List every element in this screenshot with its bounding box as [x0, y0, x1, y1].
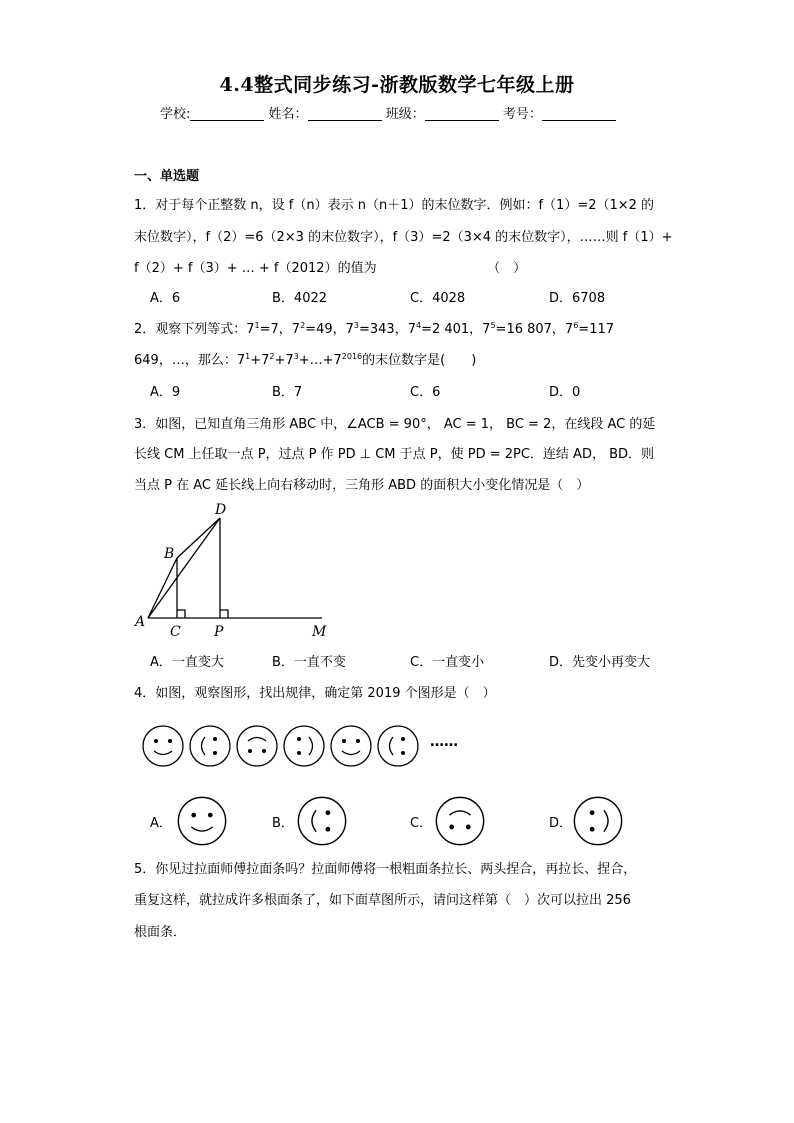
option-b-left-mouth-face-icon[interactable] — [296, 795, 348, 847]
triangle-figure — [130, 498, 340, 642]
left-mouth-face-icon — [188, 724, 232, 768]
school-label: 学校: — [160, 107, 191, 122]
label-c: C — [170, 624, 181, 640]
q1-option-c[interactable]: C．4028 — [410, 291, 466, 306]
class-blank[interactable] — [425, 106, 499, 121]
q1-line-1: 1．对于每个正整数 n，设 f（n）表示 n（n＋1）的末位数字．例如：f（1）=2（1×2 的 — [134, 198, 655, 213]
option-d-right-mouth-face-icon[interactable] — [572, 795, 624, 847]
q2-line-1: 2．观察下列等式：$7^1=7$，$7^2=49$，$7^3=343$，$7^4=2$ 401，$7^5=16$ 807，$7^6=117$ — [134, 321, 615, 337]
class-label: 班级： — [385, 107, 425, 122]
exam-no-label: 考号： — [502, 107, 542, 122]
label-d: D — [215, 502, 227, 518]
q5-line-1: 5．你见过拉面师傅拉面条吗？拉面师傅将一根粗面条拉长、两头捏合，再拉长、捏合， — [134, 862, 637, 877]
label-m: M — [312, 624, 327, 640]
q3-option-d[interactable]: D．先变小再变大 — [549, 655, 651, 670]
option-c-top-mouth-face-icon[interactable] — [434, 795, 486, 847]
q3-option-c[interactable]: C．一直变小 — [410, 655, 485, 670]
q2-line-2: 649，…，那么：$7^1+7^2+7^3+\dots+7^{2016}$的末位数字是( ) — [134, 352, 477, 368]
q2-option-d[interactable]: D．0 — [549, 385, 581, 400]
q1-option-a[interactable]: A．6 — [150, 291, 181, 306]
q3-line-1: 3．如图，已知直角三角形 ABC 中，∠ACB = 90°， AC = 1， BC = 2，在线段 AC 的延 — [134, 417, 656, 432]
label-a: A — [135, 614, 146, 630]
q4-option-d-label[interactable]: D． — [549, 816, 573, 831]
left-mouth-face-icon — [376, 724, 420, 768]
exam-no-blank[interactable] — [542, 106, 616, 121]
option-a-smiley-face-icon[interactable] — [176, 795, 228, 847]
smiley-face-icon — [329, 724, 373, 768]
q4-line-1: 4．如图，观察图形，找出规律，确定第 2019 个图形是（ ） — [134, 686, 496, 701]
segment-ad — [148, 518, 220, 618]
q1-line-2: 末位数字），f（2）=6（2×3 的末位数字），f（3）=2（3×4 的末位数字），……则 f（1）+ — [134, 230, 673, 245]
q4-option-c-label[interactable]: C． — [410, 816, 433, 831]
label-b: B — [164, 546, 175, 562]
right-mouth-face-icon — [282, 724, 326, 768]
sequence-ellipsis: …… — [430, 734, 458, 750]
q4-option-a-label[interactable]: A． — [150, 816, 172, 831]
q3-option-a[interactable]: A．一直变大 — [150, 655, 224, 670]
name-blank[interactable] — [308, 106, 382, 121]
q2-option-c[interactable]: C．6 — [410, 385, 441, 400]
q5-line-3: 根面条． — [134, 925, 187, 940]
q4-option-b-label[interactable]: B． — [272, 816, 294, 831]
smiley-face-icon — [141, 724, 185, 768]
q2-option-a[interactable]: A．9 — [150, 385, 181, 400]
q3-option-b[interactable]: B．一直不变 — [272, 655, 346, 670]
right-angle-c — [177, 610, 185, 618]
segment-ab — [148, 558, 177, 618]
right-angle-p — [220, 610, 228, 618]
school-blank[interactable] — [190, 106, 264, 121]
q1-option-d[interactable]: D．6708 — [549, 291, 606, 306]
label-p: P — [214, 624, 224, 640]
q1-line-3: f（2）+ f（3）+ … + f（2012）的值为 （ ） — [134, 261, 527, 276]
section-heading: 一、单选题 — [134, 169, 200, 184]
segment-bd — [177, 518, 220, 558]
top-mouth-face-icon — [235, 724, 279, 768]
q3-line-2: 长线 CM 上任取一点 P，过点 P 作 PD ⊥ CM 于点 P，使 PD = 2PC．连结 AD， BD．则 — [134, 447, 655, 462]
name-label: 姓名： — [268, 107, 308, 122]
student-info-row — [160, 103, 616, 122]
q2-option-b[interactable]: B．7 — [272, 385, 303, 400]
page-title: 4.4整式同步练习-浙教版数学七年级上册 — [219, 74, 575, 96]
q1-option-b[interactable]: B．4022 — [272, 291, 328, 306]
q3-line-3: 当点 P 在 AC 延长线上向右移动时，三角形 ABD 的面积大小变化情况是（ ） — [134, 478, 590, 493]
q5-line-2: 重复这样，就拉成许多根面条了，如下面草图所示，请问这样第（ ）次可以拉出 256 — [134, 893, 631, 908]
